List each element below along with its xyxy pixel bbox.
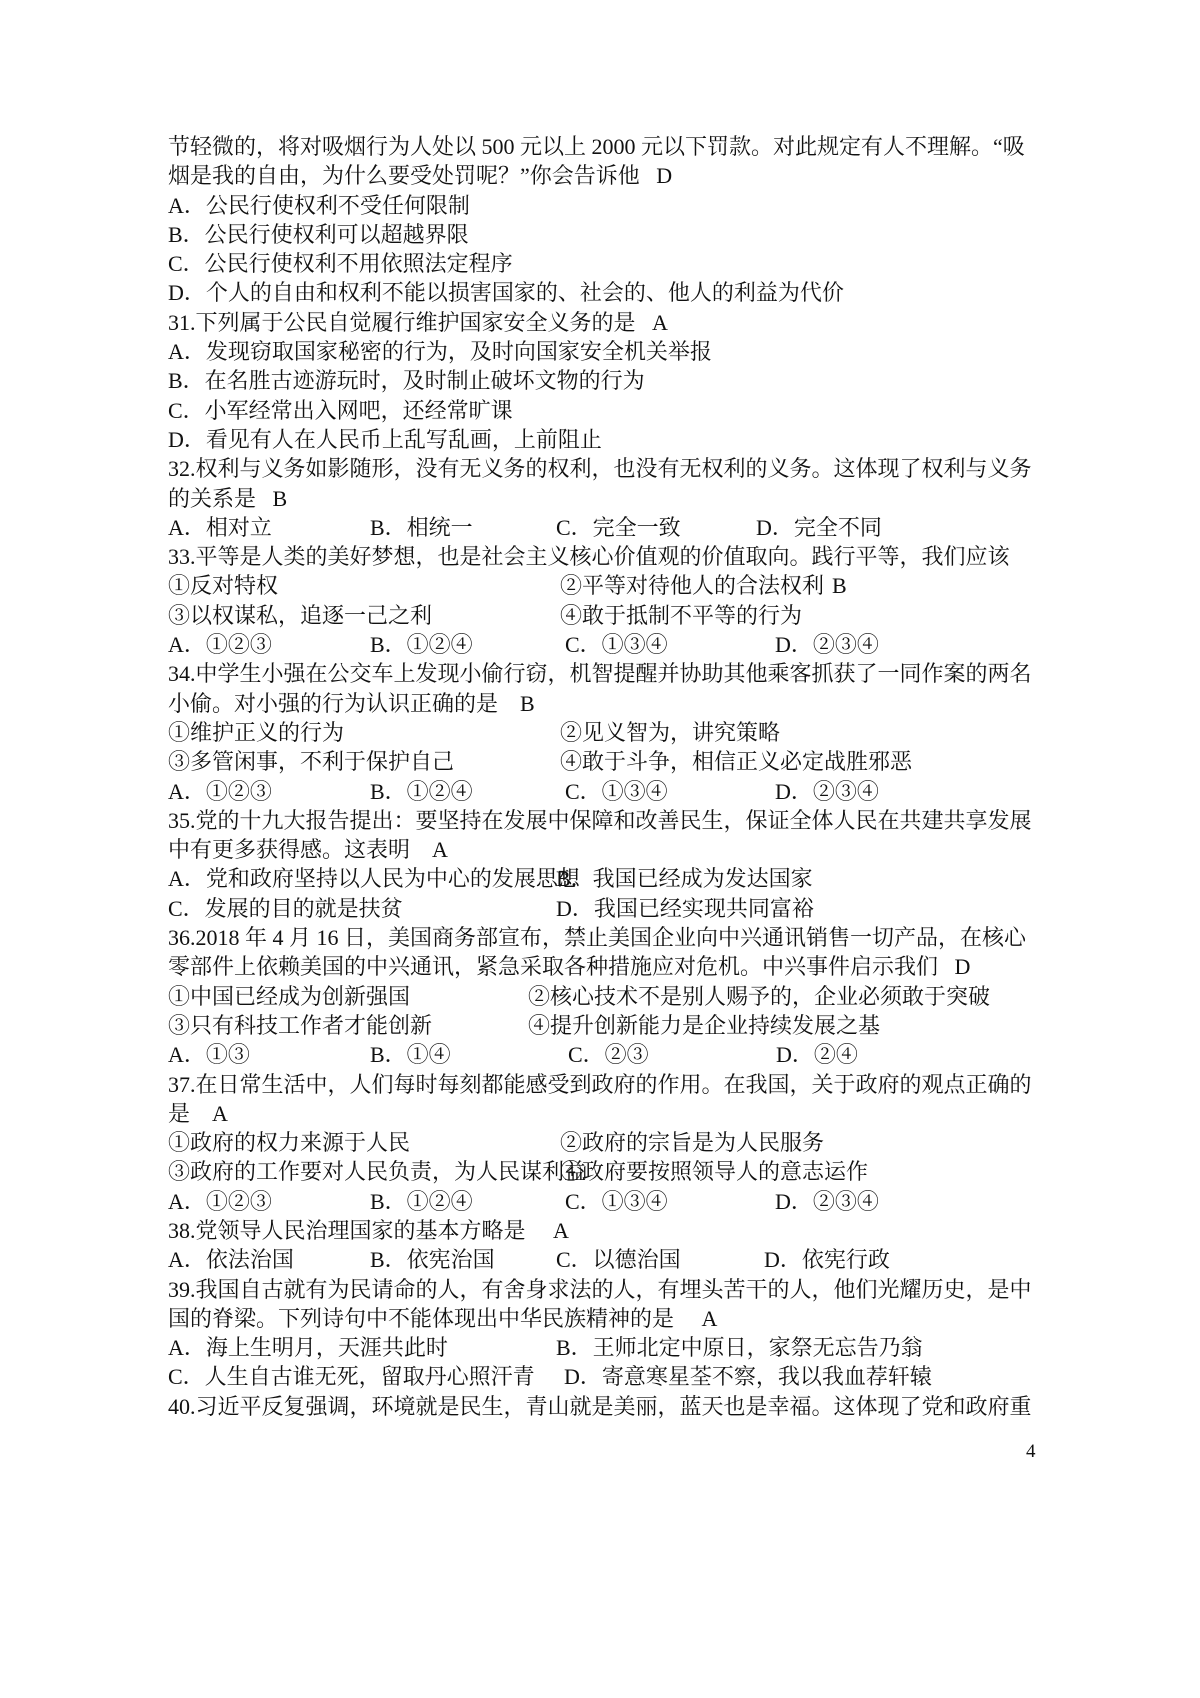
text-segment: A．①③ <box>168 1042 250 1068</box>
text-segment: D．②③④ <box>775 632 879 658</box>
text-line <box>168 718 1053 747</box>
text-line: C．小军经常出入网吧，还经常旷课 <box>168 397 513 423</box>
text-segment: C．完全一致 <box>556 514 681 540</box>
text-line: 的关系是 B <box>168 485 288 511</box>
text-line: 34.中学生小强在公交车上发现小偷行窃，机智提醒并协助其他乘客抓获了一同作案的两名 <box>168 661 1032 687</box>
text-line: 31.下列属于公民自觉履行维护国家安全义务的是 A <box>168 309 668 335</box>
text-line: 36.2018 年 4 月 16 日，美国商务部宣布，禁止美国企业向中兴通讯销售一切产品，在核心 <box>168 925 1027 951</box>
text-segment: A．①②③ <box>168 778 272 804</box>
text-segment: D．②③④ <box>775 778 879 804</box>
text-segment: ③政府的工作要对人民负责，为人民谋利益 <box>168 1159 587 1185</box>
text-segment: C．①③④ <box>565 778 668 804</box>
text-segment: ①反对特权 <box>168 573 279 599</box>
text-line: 烟是我的自由，为什么要受处罚呢？”你会告诉他 D <box>168 163 673 189</box>
text-segment: B．相统一 <box>370 514 473 540</box>
text-segment: A．①②③ <box>168 632 272 658</box>
text-segment: D．完全不同 <box>756 514 882 540</box>
text-line: 零部件上依赖美国的中兴通讯，紧急采取各种措施应对危机。中兴事件启示我们 D <box>168 954 971 980</box>
text-line <box>168 513 1053 542</box>
page-number: 4 <box>1026 1441 1036 1462</box>
text-line <box>168 1157 1053 1186</box>
exam-content <box>168 132 1053 1421</box>
text-segment: A．相对立 <box>168 514 272 540</box>
text-segment: ④敢于抵制不平等的行为 <box>560 602 803 628</box>
text-line <box>168 894 1053 923</box>
text-line <box>168 1245 1053 1274</box>
text-line <box>168 1333 1053 1362</box>
text-segment: D．寄意寒星荃不察，我以我血荐轩辕 <box>564 1364 932 1390</box>
text-segment: B．我国已经成为发达国家 <box>556 866 813 892</box>
text-segment: D．依宪行政 <box>764 1247 890 1273</box>
text-segment: A．①②③ <box>168 1188 272 1214</box>
text-segment: ④政府要按照领导人的意志运作 <box>560 1159 869 1185</box>
text-line <box>168 1040 1053 1069</box>
text-line <box>168 1187 1053 1216</box>
text-line: 节轻微的，将对吸烟行为人处以 500 元以上 2000 元以下罚款。对此规定有人不理解。“吸 <box>168 134 1025 159</box>
text-segment: B．①②④ <box>370 778 473 804</box>
text-line: 38.党领导人民治理国家的基本方略是 A <box>168 1217 569 1243</box>
text-line: 国的脊梁。下列诗句中不能体现出中华民族精神的是 A <box>168 1305 718 1331</box>
text-segment: ②见义智为，讲究策略 <box>560 719 781 745</box>
text-segment: C．发展的目的就是扶贫 <box>168 895 403 921</box>
text-segment: B．①④ <box>370 1042 451 1068</box>
text-line: A．发现窃取国家秘密的行为，及时向国家安全机关举报 <box>168 339 712 365</box>
text-segment: A．海上生明月，天涯共此时 <box>168 1335 448 1361</box>
text-line: D．看见有人在人民币上乱写乱画，上前阻止 <box>168 426 602 452</box>
text-segment: ③多管闲事，不利于保护自己 <box>168 749 455 775</box>
text-segment: C．①③④ <box>565 632 668 658</box>
text-line: A．公民行使权利不受任何限制 <box>168 192 470 218</box>
text-line <box>168 1011 1053 1040</box>
text-segment: ①维护正义的行为 <box>168 719 345 745</box>
text-line: 33.平等是人类的美好梦想，也是社会主义核心价值观的价值取向。践行平等，我们应该 <box>168 544 1010 570</box>
text-segment: ③以权谋私，追逐一己之利 <box>168 602 433 628</box>
text-line <box>168 747 1053 776</box>
text-line: 中有更多获得感。这表明 A <box>168 837 448 863</box>
text-line <box>168 1128 1053 1157</box>
text-segment: C．①③④ <box>565 1188 668 1214</box>
text-line <box>168 630 1053 659</box>
text-segment: D．我国已经实现共同富裕 <box>556 895 814 921</box>
text-line <box>168 571 1053 600</box>
text-line: 37.在日常生活中，人们每时每刻都能感受到政府的作用。在我国，关于政府的观点正确的 <box>168 1071 1032 1097</box>
text-segment: B．①②④ <box>370 1188 473 1214</box>
text-line <box>168 982 1053 1011</box>
text-line: B．在名胜古迹游玩时，及时制止破坏文物的行为 <box>168 368 645 394</box>
text-line <box>168 777 1053 806</box>
text-segment: ③只有科技工作者才能创新 <box>168 1012 433 1038</box>
text-segment: B．①②④ <box>370 632 473 658</box>
text-line: 35.党的十九大报告提出：要坚持在发展中保障和改善民生，保证全体人民在共建共享发展 <box>168 807 1032 833</box>
text-segment: A．依法治国 <box>168 1247 294 1273</box>
text-line: C．公民行使权利不用依照法定程序 <box>168 251 513 277</box>
text-line <box>168 601 1053 630</box>
text-segment: B <box>832 573 847 599</box>
text-line: B．公民行使权利可以超越界限 <box>168 221 469 247</box>
text-segment: C．以德治国 <box>556 1247 681 1273</box>
text-segment: ④提升创新能力是企业持续发展之基 <box>528 1012 881 1038</box>
text-segment: ①政府的权力来源于人民 <box>168 1130 411 1156</box>
text-line: 39.我国自古就有为民请命的人，有舍身求法的人，有埋头苦干的人，他们光耀历史，是中 <box>168 1276 1032 1302</box>
text-segment: ②核心技术不是别人赐予的，企业必须敢于突破 <box>528 983 991 1009</box>
text-segment: D．②④ <box>776 1042 858 1068</box>
text-line <box>168 1362 1053 1391</box>
text-segment: C．②③ <box>568 1042 649 1068</box>
text-segment: ①中国已经成为创新强国 <box>168 983 411 1009</box>
text-line: 是 A <box>168 1100 228 1126</box>
text-segment: D．②③④ <box>775 1188 879 1214</box>
text-line: 小偷。对小强的行为认识正确的是 B <box>168 690 535 716</box>
text-line: D．个人的自由和权利不能以损害国家的、社会的、他人的利益为代价 <box>168 280 844 306</box>
text-line: 32.权利与义务如影随形，没有无义务的权利，也没有无权利的义务。这体现了权利与义务 <box>168 456 1032 482</box>
text-line: 40.习近平反复强调，环境就是民生，青山就是美丽，蓝天也是幸福。这体现了党和政府重 <box>168 1393 1032 1419</box>
text-segment: B．依宪治国 <box>370 1247 495 1273</box>
text-segment: B．王师北定中原日，家祭无忘告乃翁 <box>556 1335 923 1361</box>
text-line <box>168 864 1053 893</box>
text-segment: C．人生自古谁无死，留取丹心照汗青 <box>168 1364 535 1390</box>
text-segment: ②平等对待他人的合法权利 <box>560 573 825 599</box>
text-segment: A．党和政府坚持以人民为中心的发展思想 <box>168 866 580 892</box>
text-segment: ④敢于斗争，相信正义必定战胜邪恶 <box>560 749 913 775</box>
text-segment: ②政府的宗旨是为人民服务 <box>560 1130 825 1156</box>
